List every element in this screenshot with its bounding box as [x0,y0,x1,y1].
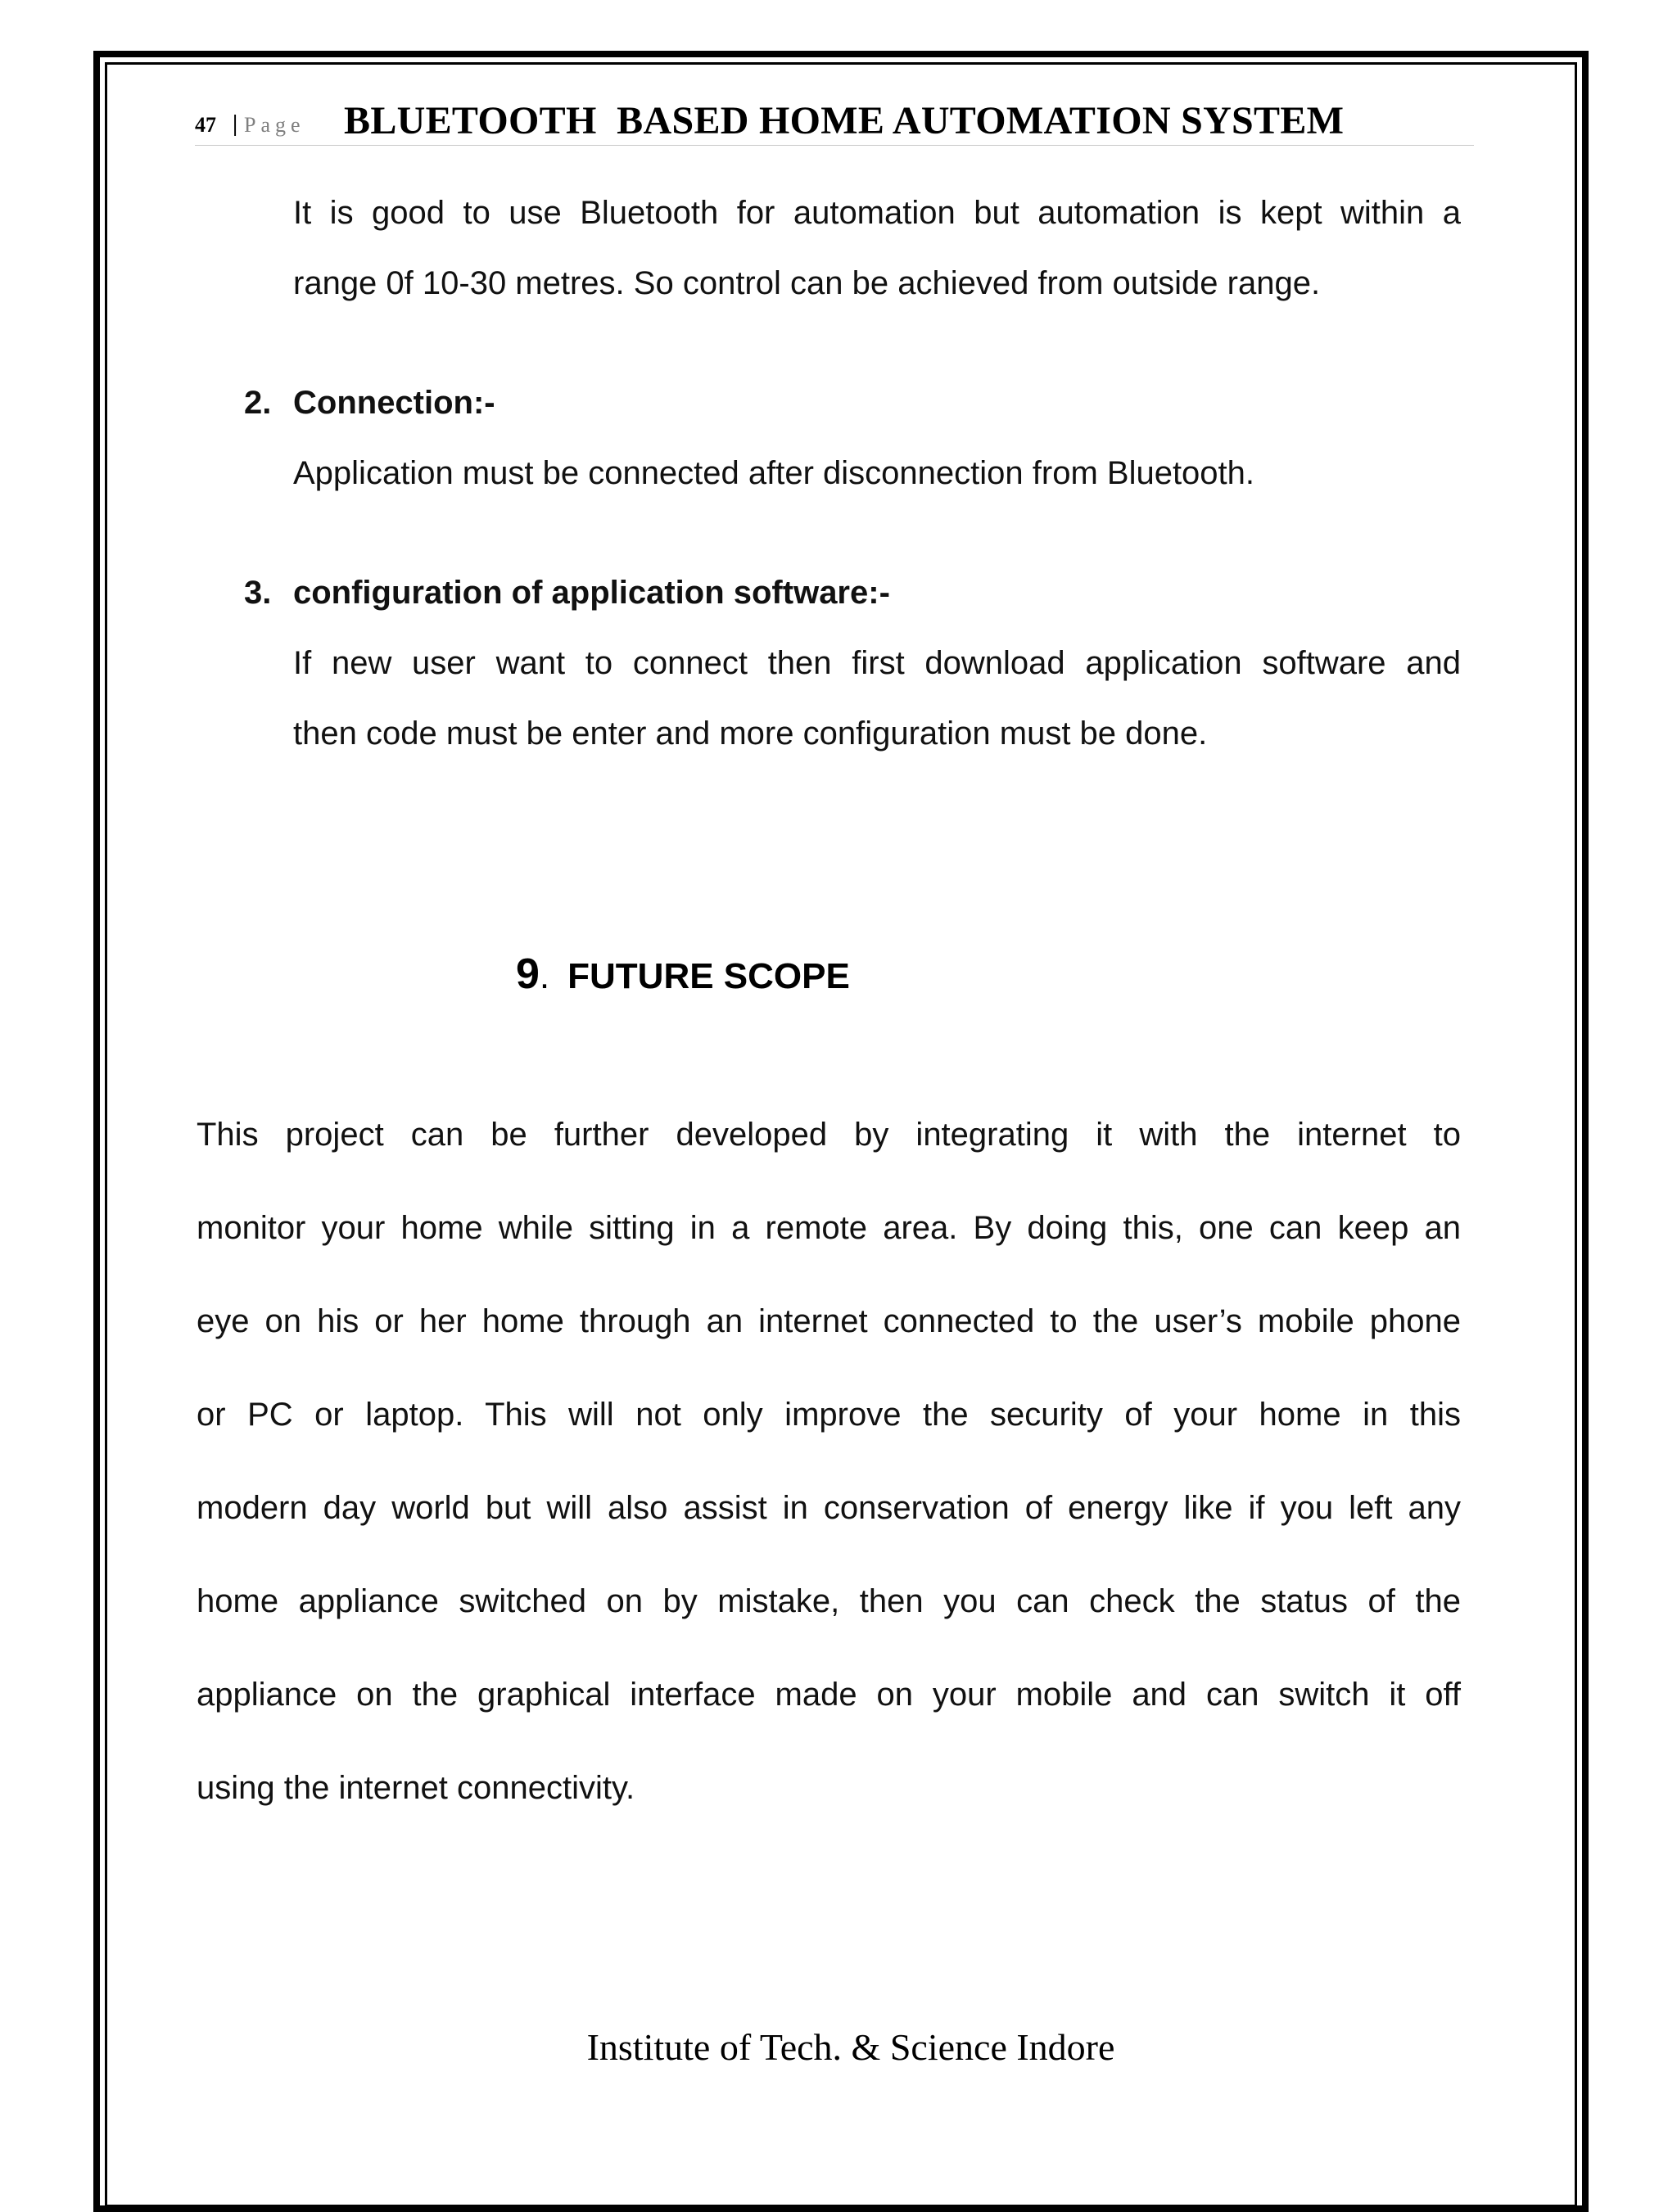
paragraph-line: appliance on the graphical interface made on your mobile and can switch it off [197,1677,1461,1713]
paragraph-line: modern day world but will also assist in conservation of energy like if you left any [197,1490,1461,1526]
paragraph-line: monitor your home while sitting in a remote area. By doing this, one can keep an [197,1210,1461,1246]
intro-line: It is good to use Bluetooth for automation but automation is kept within a [293,195,1461,231]
section-number: 9 [516,950,540,998]
page-label: Page [244,113,305,137]
page-separator: | [233,111,238,137]
paragraph-line: home appliance switched on by mistake, then you can check the status of the [197,1583,1461,1619]
list-item-text: then code must be enter and more configuration must be done. [293,716,1208,752]
list-item-title: Connection:- [293,385,495,421]
page-header [195,97,1474,146]
paragraph-line: or PC or laptop. This will not only improve the security of your home in this [197,1397,1461,1433]
intro-line: range 0f 10-30 metres. So control can be achieved from outside range. [293,265,1321,301]
list-item-text: If new user want to connect then first download application software and [293,645,1461,681]
list-item-number: 2. [244,385,272,421]
page-number: 47 [195,113,216,137]
page-footer [0,2025,1677,2069]
list-item-number: 3. [244,575,272,611]
document-title: BLUETOOTH BASED HOME AUTOMATION SYSTEM [344,99,1345,142]
paragraph-line: eye on his or her home through an internet connected to the user’s mobile phone [197,1303,1461,1339]
paragraph-line: using the internet connectivity. [197,1770,635,1806]
section-title: FUTURE SCOPE [567,956,850,996]
section-heading [516,950,850,999]
list-item-text: Application must be connected after disconnection from Bluetooth. [293,455,1255,491]
footer-institute: Institute of Tech. & Science Indore [586,2026,1115,2068]
paragraph-line: This project can be further developed by integrating it with the internet to [197,1117,1461,1153]
section-number-dot: . [539,956,550,996]
list-item-title: configuration of application software:- [293,575,890,611]
